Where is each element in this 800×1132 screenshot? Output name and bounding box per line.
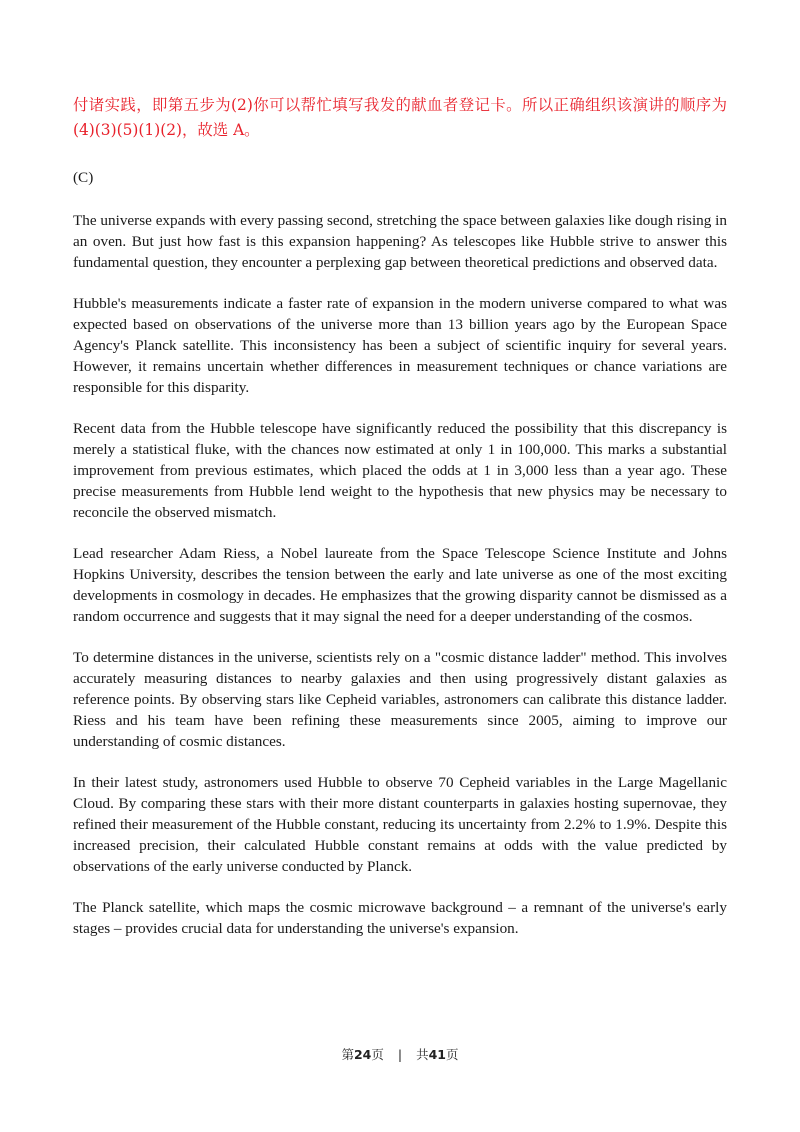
- paragraph-5: To determine distances in the universe, scientists rely on a "cosmic distance ladder" method. This involves accurately measuring distances to nearby galaxies and then using progressively distant galaxies as reference points. By observing stars like Cepheid variables, astronomers can calibrate this distance ladder. Riess and his team have been refining these measurements since 2005, aiming to improve our understanding of cosmic distances.: [73, 649, 727, 750]
- footer-page-mid: 页: [371, 1047, 384, 1062]
- paragraph-4: Lead researcher Adam Riess, a Nobel laureate from the Space Telescope Science Institute and Johns Hopkins University, describes the tension between the early and late universe as one of the most exciting developments in cosmology in decades. He emphasizes that the growing disparity cannot be dismissed as a random occurrence and suggests that it may signal the need for a deeper understanding of the cosmos.: [73, 545, 727, 625]
- footer-page-total: 41: [428, 1047, 447, 1062]
- paragraph-2: Hubble's measurements indicate a faster rate of expansion in the modern universe compared to what was expected based on observations of the universe more than 13 billion years ago by the European Space Agency's Planck satellite. This inconsistency has been a subject of scientific inquiry for several years. However, it remains uncertain whether differences in measurement techniques or chance variations are responsible for this disparity.: [73, 295, 727, 396]
- paragraph-6: In their latest study, astronomers used Hubble to observe 70 Cepheid variables in the Large Magellanic Cloud. By comparing these stars with their more distant counterparts in galaxies hosting supernovae, they refined their measurement of the Hubble constant, reducing its uncertainty from 2.2% to 1.9%. Despite this increased precision, their calculated Hubble constant remains at odds with the value predicted by observations of the early universe conducted by Planck.: [73, 774, 727, 875]
- paragraph-1: The universe expands with every passing second, stretching the space between galaxies like dough rising in an oven. But just how fast is this expansion happening? As telescopes like Hubble strive to answer this fundamental question, they encounter a perplexing gap between theoretical predictions and observed data.: [73, 212, 727, 271]
- answer-explanation: 付诸实践，即第五步为(2)你可以帮忙填写我发的献血者登记卡。所以正确组织该演讲的顺序为(4)(3)(5)(1)(2)，故选 A。: [73, 96, 727, 139]
- page-content: [73, 93, 727, 959]
- footer-page-prefix: 第: [341, 1047, 354, 1062]
- footer-total-prefix: 共: [416, 1047, 429, 1062]
- paragraph-7: The Planck satellite, which maps the cosmic microwave background – a remnant of the universe's early stages – provides crucial data for understanding the universe's expansion.: [73, 899, 727, 937]
- paragraph-3: Recent data from the Hubble telescope have significantly reduced the possibility that this discrepancy is merely a statistical fluke, with the chances now estimated at only 1 in 100,000. This marks a substantial improvement from previous estimates, which placed the odds at 1 in 3,000 less than a year ago. These precise measurements from Hubble lend weight to the hypothesis that new physics may be necessary to reconcile the observed mismatch.: [73, 420, 727, 521]
- footer-page-current: 24: [353, 1047, 372, 1062]
- section-label: (C): [73, 169, 94, 186]
- page-footer: [0, 1045, 800, 1063]
- footer-total-suffix: 页: [446, 1047, 459, 1062]
- footer-separator: |: [397, 1047, 403, 1062]
